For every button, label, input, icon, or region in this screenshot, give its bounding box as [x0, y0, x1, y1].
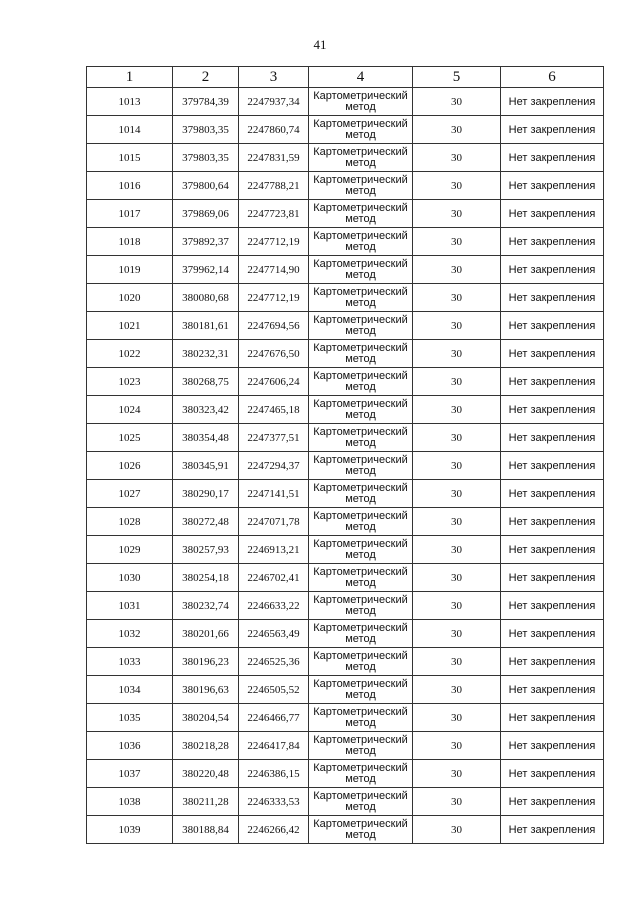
- x-coordinate-cell: 380188,84: [173, 816, 239, 844]
- accuracy-cell: 30: [413, 172, 501, 200]
- method-cell: [309, 256, 413, 284]
- table-row: [87, 144, 604, 172]
- point-number-cell: 1034: [87, 676, 173, 704]
- y-coordinate-cell: 2246633,22: [239, 592, 309, 620]
- fixation-cell: Нет закрепления: [501, 592, 604, 620]
- accuracy-cell: 30: [413, 592, 501, 620]
- method-cell: [309, 88, 413, 116]
- fixation-cell: Нет закрепления: [501, 368, 604, 396]
- table-row: [87, 116, 604, 144]
- method-line-2: метод: [345, 632, 376, 645]
- point-number-cell: 1021: [87, 312, 173, 340]
- table-row: [87, 340, 604, 368]
- method-line-2: метод: [345, 744, 376, 757]
- point-number-cell: 1029: [87, 536, 173, 564]
- y-coordinate-cell: 2247788,21: [239, 172, 309, 200]
- method-cell: [309, 676, 413, 704]
- y-coordinate-cell: 2247676,50: [239, 340, 309, 368]
- method-cell: [309, 480, 413, 508]
- method-cell: [309, 620, 413, 648]
- accuracy-cell: 30: [413, 340, 501, 368]
- x-coordinate-cell: 379800,64: [173, 172, 239, 200]
- column-header: 4: [309, 67, 413, 88]
- y-coordinate-cell: 2247937,34: [239, 88, 309, 116]
- method-line-1: Картометрический: [313, 201, 408, 214]
- point-number-cell: 1022: [87, 340, 173, 368]
- column-header: 5: [413, 67, 501, 88]
- method-cell: [309, 592, 413, 620]
- x-coordinate-cell: 380345,91: [173, 452, 239, 480]
- fixation-cell: Нет закрепления: [501, 732, 604, 760]
- y-coordinate-cell: 2247723,81: [239, 200, 309, 228]
- point-number-cell: 1033: [87, 648, 173, 676]
- method-line-2: метод: [345, 828, 376, 841]
- method-line-2: метод: [345, 128, 376, 141]
- method-cell: [309, 648, 413, 676]
- method-cell: [309, 228, 413, 256]
- method-cell: [309, 396, 413, 424]
- fixation-cell: Нет закрепления: [501, 648, 604, 676]
- fixation-cell: Нет закрепления: [501, 760, 604, 788]
- method-cell: [309, 536, 413, 564]
- x-coordinate-cell: 380257,93: [173, 536, 239, 564]
- x-coordinate-cell: 380181,61: [173, 312, 239, 340]
- point-number-cell: 1037: [87, 760, 173, 788]
- method-line-1: Картометрический: [313, 705, 408, 718]
- method-line-2: метод: [345, 520, 376, 533]
- point-number-cell: 1036: [87, 732, 173, 760]
- accuracy-cell: 30: [413, 676, 501, 704]
- method-line-2: метод: [345, 156, 376, 169]
- point-number-cell: 1025: [87, 424, 173, 452]
- fixation-cell: Нет закрепления: [501, 228, 604, 256]
- x-coordinate-cell: 379784,39: [173, 88, 239, 116]
- method-line-1: Картометрический: [313, 397, 408, 410]
- method-line-1: Картометрический: [313, 453, 408, 466]
- y-coordinate-cell: 2247465,18: [239, 396, 309, 424]
- y-coordinate-cell: 2246563,49: [239, 620, 309, 648]
- accuracy-cell: 30: [413, 788, 501, 816]
- point-number-cell: 1016: [87, 172, 173, 200]
- y-coordinate-cell: 2247606,24: [239, 368, 309, 396]
- fixation-cell: Нет закрепления: [501, 172, 604, 200]
- point-number-cell: 1039: [87, 816, 173, 844]
- fixation-cell: Нет закрепления: [501, 424, 604, 452]
- method-line-1: Картометрический: [313, 173, 408, 186]
- x-coordinate-cell: 380290,17: [173, 480, 239, 508]
- point-number-cell: 1020: [87, 284, 173, 312]
- table-row: [87, 480, 604, 508]
- table-row: [87, 452, 604, 480]
- x-coordinate-cell: 380220,48: [173, 760, 239, 788]
- x-coordinate-cell: 380204,54: [173, 704, 239, 732]
- method-cell: [309, 200, 413, 228]
- method-line-2: метод: [345, 800, 376, 813]
- accuracy-cell: 30: [413, 284, 501, 312]
- method-line-1: Картометрический: [313, 117, 408, 130]
- y-coordinate-cell: 2247071,78: [239, 508, 309, 536]
- method-line-2: метод: [345, 660, 376, 673]
- fixation-cell: Нет закрепления: [501, 564, 604, 592]
- table-row: [87, 88, 604, 116]
- point-number-cell: 1032: [87, 620, 173, 648]
- x-coordinate-cell: 380254,18: [173, 564, 239, 592]
- x-coordinate-cell: 380211,28: [173, 788, 239, 816]
- accuracy-cell: 30: [413, 396, 501, 424]
- table-row: [87, 648, 604, 676]
- accuracy-cell: 30: [413, 508, 501, 536]
- method-cell: [309, 368, 413, 396]
- table-row: [87, 508, 604, 536]
- method-cell: [309, 172, 413, 200]
- fixation-cell: Нет закрепления: [501, 340, 604, 368]
- x-coordinate-cell: 380201,66: [173, 620, 239, 648]
- method-line-1: Картометрический: [313, 761, 408, 774]
- table-row: [87, 788, 604, 816]
- point-number-cell: 1014: [87, 116, 173, 144]
- table-row: [87, 172, 604, 200]
- fixation-cell: Нет закрепления: [501, 256, 604, 284]
- method-line-1: Картометрический: [313, 677, 408, 690]
- method-line-1: Картометрический: [313, 621, 408, 634]
- accuracy-cell: 30: [413, 368, 501, 396]
- y-coordinate-cell: 2246417,84: [239, 732, 309, 760]
- table-row: [87, 396, 604, 424]
- accuracy-cell: 30: [413, 88, 501, 116]
- table-row: [87, 732, 604, 760]
- page-number: 41: [313, 37, 327, 52]
- y-coordinate-cell: 2247860,74: [239, 116, 309, 144]
- fixation-cell: Нет закрепления: [501, 452, 604, 480]
- fixation-cell: Нет закрепления: [501, 312, 604, 340]
- y-coordinate-cell: 2247712,19: [239, 284, 309, 312]
- column-header: 3: [239, 67, 309, 88]
- method-line-1: Картометрический: [313, 789, 408, 802]
- method-cell: [309, 340, 413, 368]
- method-cell: [309, 704, 413, 732]
- x-coordinate-cell: 380272,48: [173, 508, 239, 536]
- x-coordinate-cell: 380323,42: [173, 396, 239, 424]
- method-line-1: Картометрический: [313, 313, 408, 326]
- method-cell: [309, 424, 413, 452]
- method-line-2: метод: [345, 688, 376, 701]
- accuracy-cell: 30: [413, 760, 501, 788]
- table-row: [87, 592, 604, 620]
- x-coordinate-cell: 380218,28: [173, 732, 239, 760]
- coordinates-table: [86, 66, 604, 844]
- table-row: [87, 200, 604, 228]
- accuracy-cell: 30: [413, 648, 501, 676]
- point-number-cell: 1035: [87, 704, 173, 732]
- x-coordinate-cell: 380354,48: [173, 424, 239, 452]
- point-number-cell: 1013: [87, 88, 173, 116]
- method-line-2: метод: [345, 436, 376, 449]
- method-line-2: метод: [345, 324, 376, 337]
- fixation-cell: Нет закрепления: [501, 480, 604, 508]
- column-header: 6: [501, 67, 604, 88]
- y-coordinate-cell: 2246333,53: [239, 788, 309, 816]
- method-line-1: Картометрический: [313, 341, 408, 354]
- x-coordinate-cell: 380232,74: [173, 592, 239, 620]
- method-line-2: метод: [345, 576, 376, 589]
- method-line-1: Картометрический: [313, 257, 408, 270]
- method-cell: [309, 116, 413, 144]
- method-line-1: Картометрический: [313, 817, 408, 830]
- method-line-1: Картометрический: [313, 145, 408, 158]
- method-cell: [309, 816, 413, 844]
- table-row: [87, 536, 604, 564]
- table-row: [87, 676, 604, 704]
- y-coordinate-cell: 2247294,37: [239, 452, 309, 480]
- column-header: 2: [173, 67, 239, 88]
- fixation-cell: Нет закрепления: [501, 508, 604, 536]
- method-line-2: метод: [345, 296, 376, 309]
- accuracy-cell: 30: [413, 704, 501, 732]
- accuracy-cell: 30: [413, 816, 501, 844]
- accuracy-cell: 30: [413, 620, 501, 648]
- method-line-2: метод: [345, 212, 376, 225]
- fixation-cell: Нет закрепления: [501, 284, 604, 312]
- method-line-2: метод: [345, 716, 376, 729]
- method-line-1: Картометрический: [313, 285, 408, 298]
- method-line-1: Картометрический: [313, 537, 408, 550]
- table-row: [87, 256, 604, 284]
- method-line-2: метод: [345, 100, 376, 113]
- x-coordinate-cell: 380232,31: [173, 340, 239, 368]
- y-coordinate-cell: 2247377,51: [239, 424, 309, 452]
- method-cell: [309, 144, 413, 172]
- accuracy-cell: 30: [413, 452, 501, 480]
- table-row: [87, 620, 604, 648]
- accuracy-cell: 30: [413, 228, 501, 256]
- y-coordinate-cell: 2246702,41: [239, 564, 309, 592]
- x-coordinate-cell: 379892,37: [173, 228, 239, 256]
- table-row: [87, 424, 604, 452]
- fixation-cell: Нет закрепления: [501, 620, 604, 648]
- accuracy-cell: 30: [413, 144, 501, 172]
- point-number-cell: 1024: [87, 396, 173, 424]
- y-coordinate-cell: 2246266,42: [239, 816, 309, 844]
- method-line-2: метод: [345, 184, 376, 197]
- fixation-cell: Нет закрепления: [501, 200, 604, 228]
- y-coordinate-cell: 2247712,19: [239, 228, 309, 256]
- x-coordinate-cell: 379962,14: [173, 256, 239, 284]
- y-coordinate-cell: 2246386,15: [239, 760, 309, 788]
- point-number-cell: 1027: [87, 480, 173, 508]
- method-line-2: метод: [345, 408, 376, 421]
- method-cell: [309, 732, 413, 760]
- column-header: 1: [87, 67, 173, 88]
- accuracy-cell: 30: [413, 200, 501, 228]
- method-cell: [309, 788, 413, 816]
- accuracy-cell: 30: [413, 480, 501, 508]
- method-line-1: Картометрический: [313, 593, 408, 606]
- table-header-row: [87, 67, 604, 88]
- fixation-cell: Нет закрепления: [501, 536, 604, 564]
- y-coordinate-cell: 2247141,51: [239, 480, 309, 508]
- method-line-1: Картометрический: [313, 649, 408, 662]
- y-coordinate-cell: 2246466,77: [239, 704, 309, 732]
- method-line-2: метод: [345, 268, 376, 281]
- fixation-cell: Нет закрепления: [501, 676, 604, 704]
- method-cell: [309, 452, 413, 480]
- table-row: [87, 312, 604, 340]
- accuracy-cell: 30: [413, 536, 501, 564]
- point-number-cell: 1017: [87, 200, 173, 228]
- fixation-cell: Нет закрепления: [501, 396, 604, 424]
- method-line-1: Картометрический: [313, 89, 408, 102]
- accuracy-cell: 30: [413, 732, 501, 760]
- table-row: [87, 564, 604, 592]
- method-line-2: метод: [345, 464, 376, 477]
- method-line-2: метод: [345, 604, 376, 617]
- table-row: [87, 816, 604, 844]
- method-line-1: Картометрический: [313, 481, 408, 494]
- table-row: [87, 284, 604, 312]
- method-line-2: метод: [345, 380, 376, 393]
- fixation-cell: Нет закрепления: [501, 88, 604, 116]
- point-number-cell: 1031: [87, 592, 173, 620]
- table-row: [87, 228, 604, 256]
- x-coordinate-cell: 379803,35: [173, 116, 239, 144]
- table-row: [87, 704, 604, 732]
- point-number-cell: 1015: [87, 144, 173, 172]
- point-number-cell: 1019: [87, 256, 173, 284]
- table-row: [87, 368, 604, 396]
- accuracy-cell: 30: [413, 116, 501, 144]
- method-cell: [309, 760, 413, 788]
- fixation-cell: Нет закрепления: [501, 144, 604, 172]
- accuracy-cell: 30: [413, 564, 501, 592]
- method-line-2: метод: [345, 772, 376, 785]
- fixation-cell: Нет закрепления: [501, 788, 604, 816]
- point-number-cell: 1026: [87, 452, 173, 480]
- table-body: [87, 88, 604, 844]
- x-coordinate-cell: 380268,75: [173, 368, 239, 396]
- method-line-1: Картометрический: [313, 509, 408, 522]
- x-coordinate-cell: 380196,23: [173, 648, 239, 676]
- accuracy-cell: 30: [413, 256, 501, 284]
- method-line-1: Картометрический: [313, 565, 408, 578]
- point-number-cell: 1023: [87, 368, 173, 396]
- point-number-cell: 1038: [87, 788, 173, 816]
- method-cell: [309, 284, 413, 312]
- method-cell: [309, 508, 413, 536]
- table-row: [87, 760, 604, 788]
- method-line-2: метод: [345, 240, 376, 253]
- point-number-cell: 1018: [87, 228, 173, 256]
- x-coordinate-cell: 380196,63: [173, 676, 239, 704]
- accuracy-cell: 30: [413, 424, 501, 452]
- y-coordinate-cell: 2246525,36: [239, 648, 309, 676]
- x-coordinate-cell: 379803,35: [173, 144, 239, 172]
- y-coordinate-cell: 2246505,52: [239, 676, 309, 704]
- x-coordinate-cell: 380080,68: [173, 284, 239, 312]
- y-coordinate-cell: 2247694,56: [239, 312, 309, 340]
- method-line-1: Картометрический: [313, 229, 408, 242]
- method-cell: [309, 564, 413, 592]
- point-number-cell: 1028: [87, 508, 173, 536]
- x-coordinate-cell: 379869,06: [173, 200, 239, 228]
- method-line-2: метод: [345, 492, 376, 505]
- accuracy-cell: 30: [413, 312, 501, 340]
- fixation-cell: Нет закрепления: [501, 116, 604, 144]
- y-coordinate-cell: 2247714,90: [239, 256, 309, 284]
- method-cell: [309, 312, 413, 340]
- fixation-cell: Нет закрепления: [501, 816, 604, 844]
- method-line-1: Картометрический: [313, 425, 408, 438]
- y-coordinate-cell: 2246913,21: [239, 536, 309, 564]
- point-number-cell: 1030: [87, 564, 173, 592]
- method-line-1: Картометрический: [313, 733, 408, 746]
- method-line-2: метод: [345, 352, 376, 365]
- y-coordinate-cell: 2247831,59: [239, 144, 309, 172]
- method-line-2: метод: [345, 548, 376, 561]
- method-line-1: Картометрический: [313, 369, 408, 382]
- fixation-cell: Нет закрепления: [501, 704, 604, 732]
